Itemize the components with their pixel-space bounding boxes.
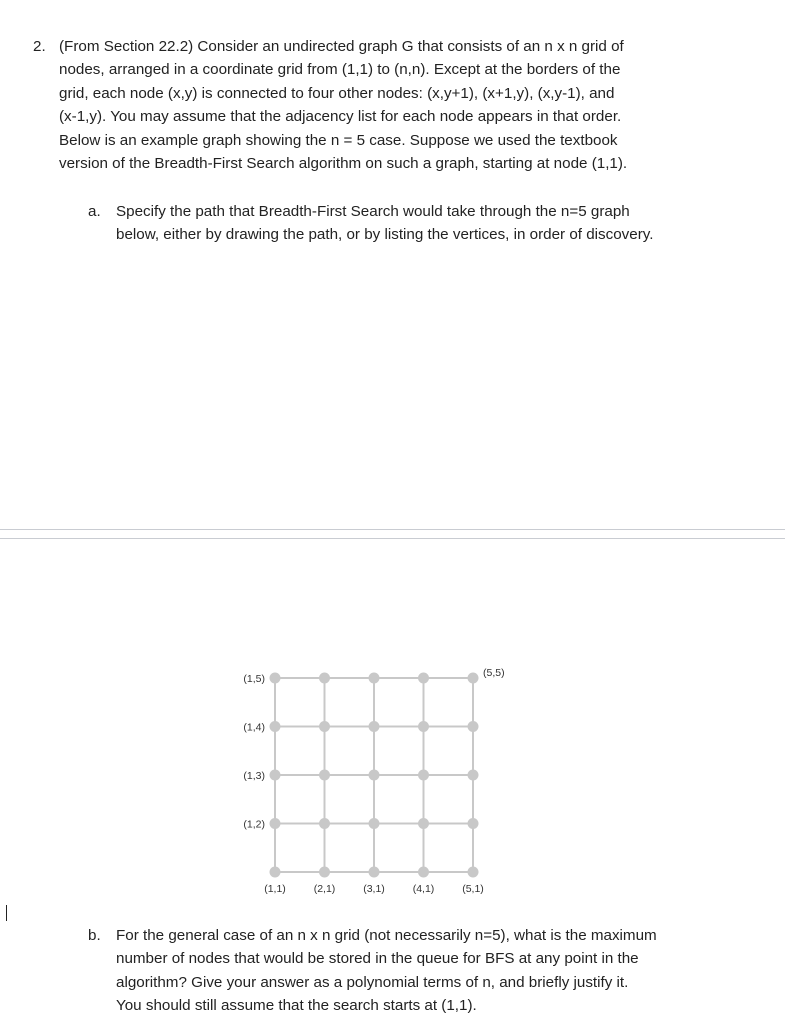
part-b-line: For the general case of an n x n grid (not necessarily n=5), what is the maximum	[116, 927, 657, 944]
part-a-line: Specify the path that Breadth-First Search would take through the n=5 graph	[116, 203, 630, 220]
part-b-line: algorithm? Give your answer as a polynomial terms of n, and briefly justify it.	[116, 973, 629, 991]
graph-node	[369, 770, 380, 781]
part-a-marker: a.	[88, 203, 101, 220]
graph-node	[319, 818, 330, 829]
graph-node	[418, 770, 429, 781]
node-label: (4,1)	[412, 883, 435, 895]
graph-node	[418, 818, 429, 829]
part-b-marker: b.	[88, 927, 101, 944]
part-b-line: You should still assume that the search starts at (1,1).	[116, 997, 477, 1015]
graph-node	[270, 867, 281, 878]
graph-node	[319, 673, 330, 684]
graph-node	[270, 721, 281, 732]
graph-node	[468, 818, 479, 829]
question-line: grid, each node (x,y) is connected to four other nodes: (x,y+1), (x+1,y), (x,y-1), and	[59, 84, 615, 102]
node-label: (1,4)	[243, 721, 265, 734]
graph-node	[270, 770, 281, 781]
text-cursor	[6, 905, 7, 921]
graph-node	[369, 867, 380, 878]
node-label: (5,1)	[462, 883, 484, 895]
question-line: (x-1,y). You may assume that the adjacency list for each node appears in that order.	[59, 108, 622, 126]
graph-node	[369, 818, 380, 829]
question-line: version of the Breadth-First Search algorithm on such a graph, starting at node (1,1).	[59, 155, 628, 173]
graph-node	[418, 673, 429, 684]
graph-node	[270, 818, 281, 829]
graph-node	[270, 673, 281, 684]
node-label: (1,5)	[243, 673, 265, 685]
graph-node	[468, 867, 479, 878]
node-label: (1,2)	[243, 818, 265, 831]
graph-node	[418, 867, 429, 878]
part-b-line: number of nodes that would be stored in the queue for BFS at any point in the	[116, 950, 639, 968]
graph-node	[468, 673, 479, 684]
node-label: (2,1)	[313, 883, 336, 895]
question-number: 2.	[33, 38, 46, 55]
part-a-line: below, either by drawing the path, or by listing the vertices, in order of discovery.	[116, 226, 654, 244]
node-label: (5,5)	[483, 667, 505, 679]
graph-node	[468, 721, 479, 732]
graph-node	[468, 770, 479, 781]
node-label: (1,3)	[243, 770, 265, 782]
graph-node	[319, 770, 330, 781]
question-line: nodes, arranged in a coordinate grid from (1,1) to (n,n). Except at the borders of the	[59, 61, 621, 79]
graph-node	[418, 721, 429, 732]
part-b-text	[116, 924, 776, 1018]
graph-node	[369, 673, 380, 684]
question-line: (From Section 22.2) Consider an undirected graph G that consists of an n x n grid of	[59, 38, 624, 55]
question-line: Below is an example graph showing the n = 5 case. Suppose we used the textbook	[59, 131, 618, 149]
node-label: (3,1)	[363, 883, 385, 895]
graph-node	[319, 721, 330, 732]
graph-node	[319, 867, 330, 878]
graph-node	[369, 721, 380, 732]
node-label: (1,1)	[264, 883, 286, 895]
